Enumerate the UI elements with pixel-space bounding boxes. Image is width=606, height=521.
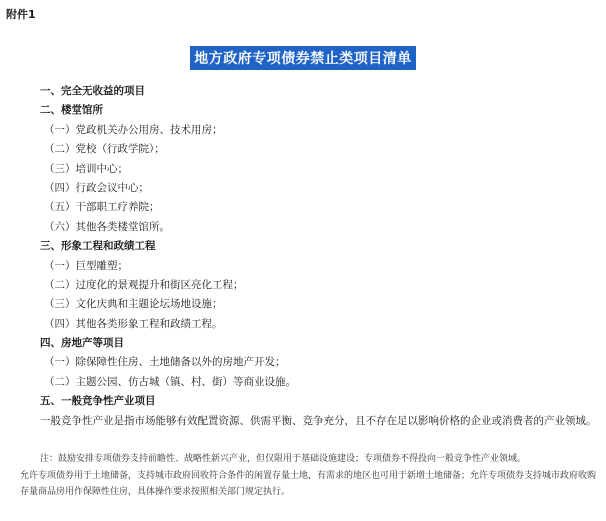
note-text: 注：鼓励安排专项债券支持前瞻性、战略性新兴产业，但仅限用于基础设施建设；专项债券不得投向一般竞争性产业领域。 [40, 454, 527, 464]
note-text: 允许专项债券用于土地储备，支持城市政府回收符合条件的闲置存量土地，有需求的地区也可用于新增土地储备；允许专项债券支持城市政府收购存量商品房用作保障性住房，具体操作要求按照相关部门规定执行。 [20, 471, 597, 497]
section-heading: 一、完全无收益的项目 [40, 85, 145, 97]
list-item: （二）主题公园、仿古城（镇、村、街）等商业设施。 [44, 375, 296, 388]
list-item: （一）党政机关办公用房、技术用房； [44, 123, 223, 136]
list-item: （六）其他各类楼堂馆所。 [44, 220, 170, 233]
list-item: （三）文化庆典和主题论坛场地设施； [44, 298, 223, 311]
attachment-label: 附件1 [6, 8, 36, 21]
title-block [0, 46, 606, 70]
document-title: 地方政府专项债券禁止类项目清单 [190, 46, 416, 70]
section-heading: 四、房地产等项目 [40, 337, 124, 350]
list-item: （四）行政会议中心； [44, 181, 149, 194]
section-heading: 三、形象工程和政绩工程 [40, 240, 156, 253]
list-item: （五）干部职工疗养院； [44, 201, 160, 214]
list-item: （二）党校（行政学院）； [44, 143, 165, 156]
list-item: （一）巨型雕塑； [44, 259, 128, 272]
section-heading: 五、一般竞争性产业项目 [40, 395, 156, 408]
list-item: （四）其他各类形象工程和政绩工程。 [44, 317, 223, 330]
list-item: （二）过度化的景观提升和街区亮化工程； [44, 278, 244, 291]
section-heading: 二、楼堂馆所 [40, 104, 103, 117]
section-paragraph: 一般竞争性产业是指市场能够有效配置资源、供需平衡、竞争充分，且不存在足以影响价格的企业或消费者的产业领域。 [40, 414, 597, 427]
list-item: （一）除保障性住房、土地储备以外的房地产开发； [44, 356, 286, 369]
document-body [40, 82, 600, 431]
notes-block [20, 450, 600, 500]
list-item: （三）培训中心； [44, 162, 128, 175]
